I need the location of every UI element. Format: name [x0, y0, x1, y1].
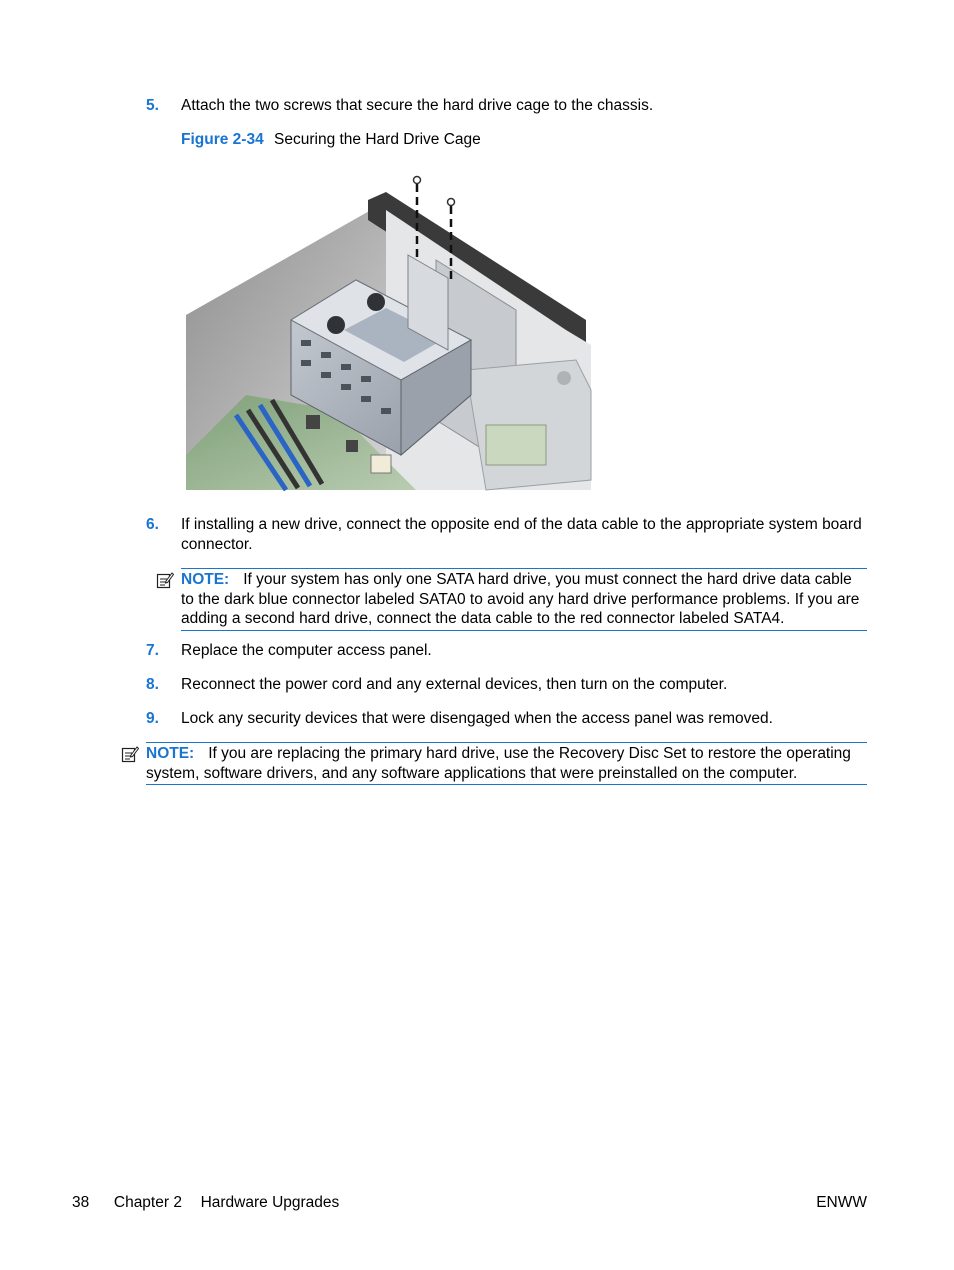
step-6	[146, 515, 868, 555]
hard-drive-cage-illustration	[186, 170, 596, 495]
chapter-label: Chapter 2	[113, 1194, 182, 1211]
note-text: If you are replacing the primary hard drive, use the Recovery Disc Set to restore the operating system, software drivers, and any software applications that were preinstalled on the computer.	[146, 745, 851, 782]
footer-right	[816, 1193, 867, 1213]
note-recovery-disc	[146, 742, 867, 785]
figure-label: Figure 2-34	[181, 131, 264, 148]
footer-left	[72, 1193, 339, 1213]
step-text: Attach the two screws that secure the hard drive cage to the chassis.	[181, 97, 654, 114]
note-body	[146, 744, 867, 783]
note-label: NOTE:	[146, 745, 195, 762]
step-number: 7.	[146, 642, 159, 659]
step-number: 8.	[146, 676, 159, 693]
note-text: If your system has only one SATA hard drive, you must connect the hard drive data cable to the dark blue connector labeled SATA0 to avoid any hard drive performance problems. If you are adding a second hard drive, connect the data cable to the red connector labeled SATA4.	[181, 571, 860, 627]
note-label: NOTE:	[181, 571, 230, 588]
step-number: 6.	[146, 516, 159, 533]
figure-title: Securing the Hard Drive Cage	[274, 131, 481, 148]
step-number: 9.	[146, 710, 159, 727]
step-text: Reconnect the power cord and any external devices, then turn on the computer.	[181, 676, 728, 693]
note-pencil-icon	[121, 745, 139, 763]
section-title: Hardware Upgrades	[200, 1194, 340, 1211]
step-number: 5.	[146, 97, 159, 114]
note-pencil-icon	[156, 571, 174, 589]
note-sata-connector	[181, 568, 867, 631]
figure-caption	[181, 130, 481, 150]
step-text: If installing a new drive, connect the opposite end of the data cable to the appropriate system board connector.	[181, 516, 862, 553]
page-number: 38	[72, 1194, 90, 1211]
step-text: Lock any security devices that were disengaged when the access panel was removed.	[181, 710, 773, 727]
note-body	[181, 570, 867, 629]
doc-tag: ENWW	[816, 1194, 867, 1211]
step-text: Replace the computer access panel.	[181, 642, 432, 659]
